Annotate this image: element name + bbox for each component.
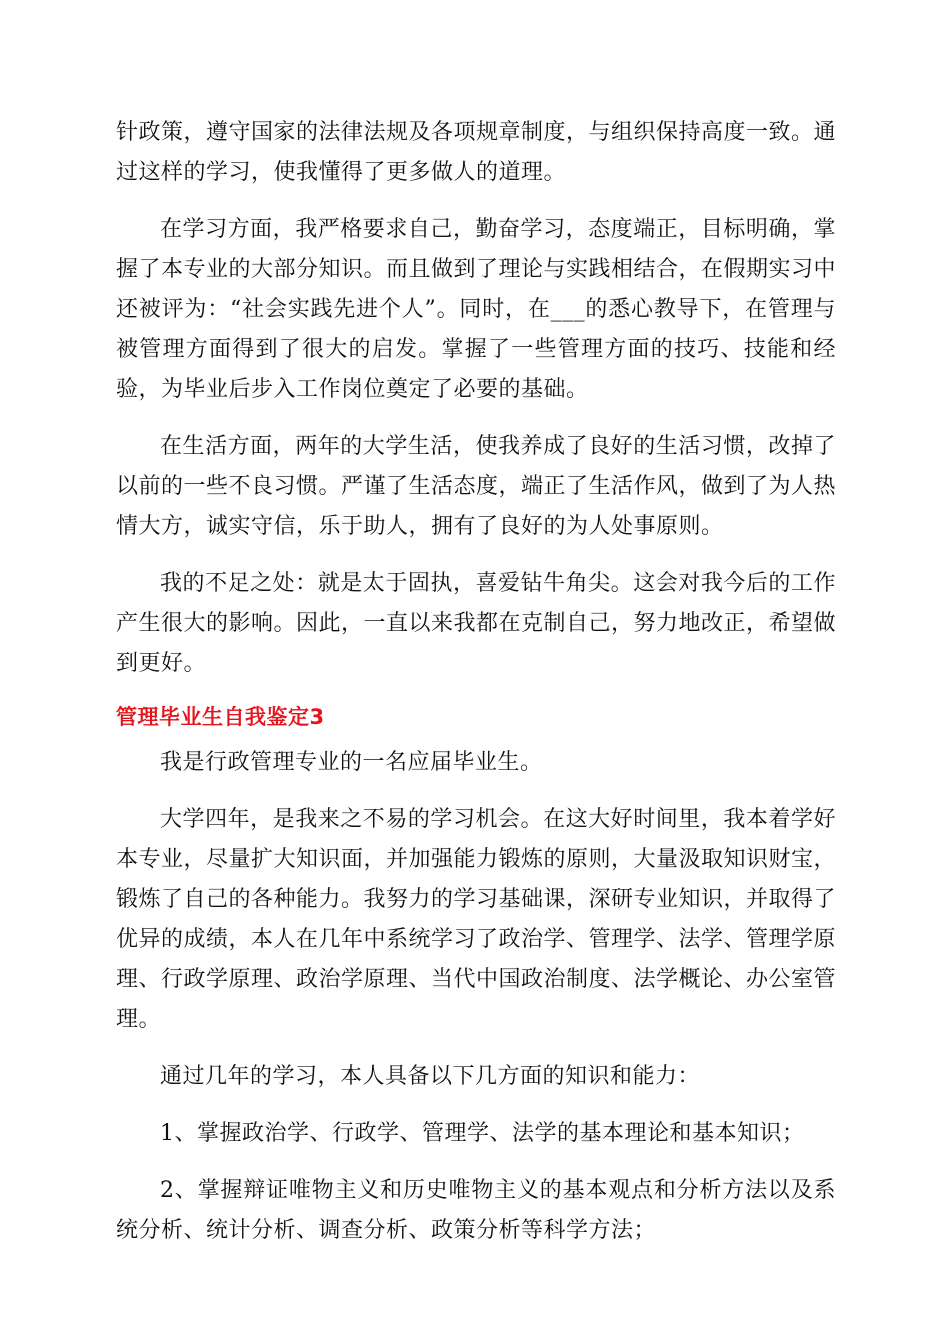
paragraph-four-years: 大学四年，是我来之不易的学习机会。在这大好时间里，我本着学好本专业，尽量扩大知识面，并加强能力锻炼的原则，大量汲取知识财宝，锻炼了自己的各种能力。我努力的学习基础课，深研专业知识，并取得了优异的成绩，本人在几年中系统学习了政治学、管理学、法学、管理学原理、行政学原理、政治学原理、当代中国政治制度、法学概论、办公室管理。 bbox=[116, 807, 837, 1032]
list-item-2: 2、掌握辩证唯物主义和历史唯物主义的基本观点和分析方法以及系统分析、统计分析、调查分析、政策分析等科学方法； bbox=[116, 1178, 836, 1243]
section-title: 管理毕业生自我鉴定3 bbox=[116, 705, 325, 729]
paragraph-continued: 针政策，遵守国家的法律法规及各项规章制度，与组织保持高度一致。通过这样的学习，使我懂得了更多做人的道理。 bbox=[116, 120, 837, 185]
paragraph-study: 在学习方面，我严格要求自己，勤奋学习，态度端正，目标明确，掌握了本专业的大部分知识。而且做到了理论与实践相结合，在假期实习中还被评为：“社会实践先进个人”。同时，在___的悉心教导下，在管理与被管理方面得到了很大的启发。掌握了一些管理方面的技巧、技能和经验，为毕业后步入工作岗位奠定了必要的基础。 bbox=[116, 217, 837, 402]
document-body bbox=[116, 113, 836, 1268]
paragraph-abilities-lead: 通过几年的学习，本人具备以下几方面的知识和能力： bbox=[160, 1064, 701, 1089]
paragraph-intro: 我是行政管理专业的一名应届毕业生。 bbox=[160, 750, 543, 775]
paragraph-shortcomings: 我的不足之处：就是太于固执，喜爱钻牛角尖。这会对我今后的工作产生很大的影响。因此，一直以来我都在克制自己，努力地改正，希望做到更好。 bbox=[116, 571, 837, 676]
list-item-1: 1、掌握政治学、行政学、管理学、法学的基本理论和基本知识； bbox=[160, 1121, 805, 1146]
paragraph-life: 在生活方面，两年的大学生活，使我养成了良好的生活习惯，改掉了以前的一些不良习惯。严谨了生活态度，端正了生活作风，做到了为人热情大方，诚实守信，乐于助人，拥有了良好的为人处事原则。 bbox=[116, 434, 837, 539]
